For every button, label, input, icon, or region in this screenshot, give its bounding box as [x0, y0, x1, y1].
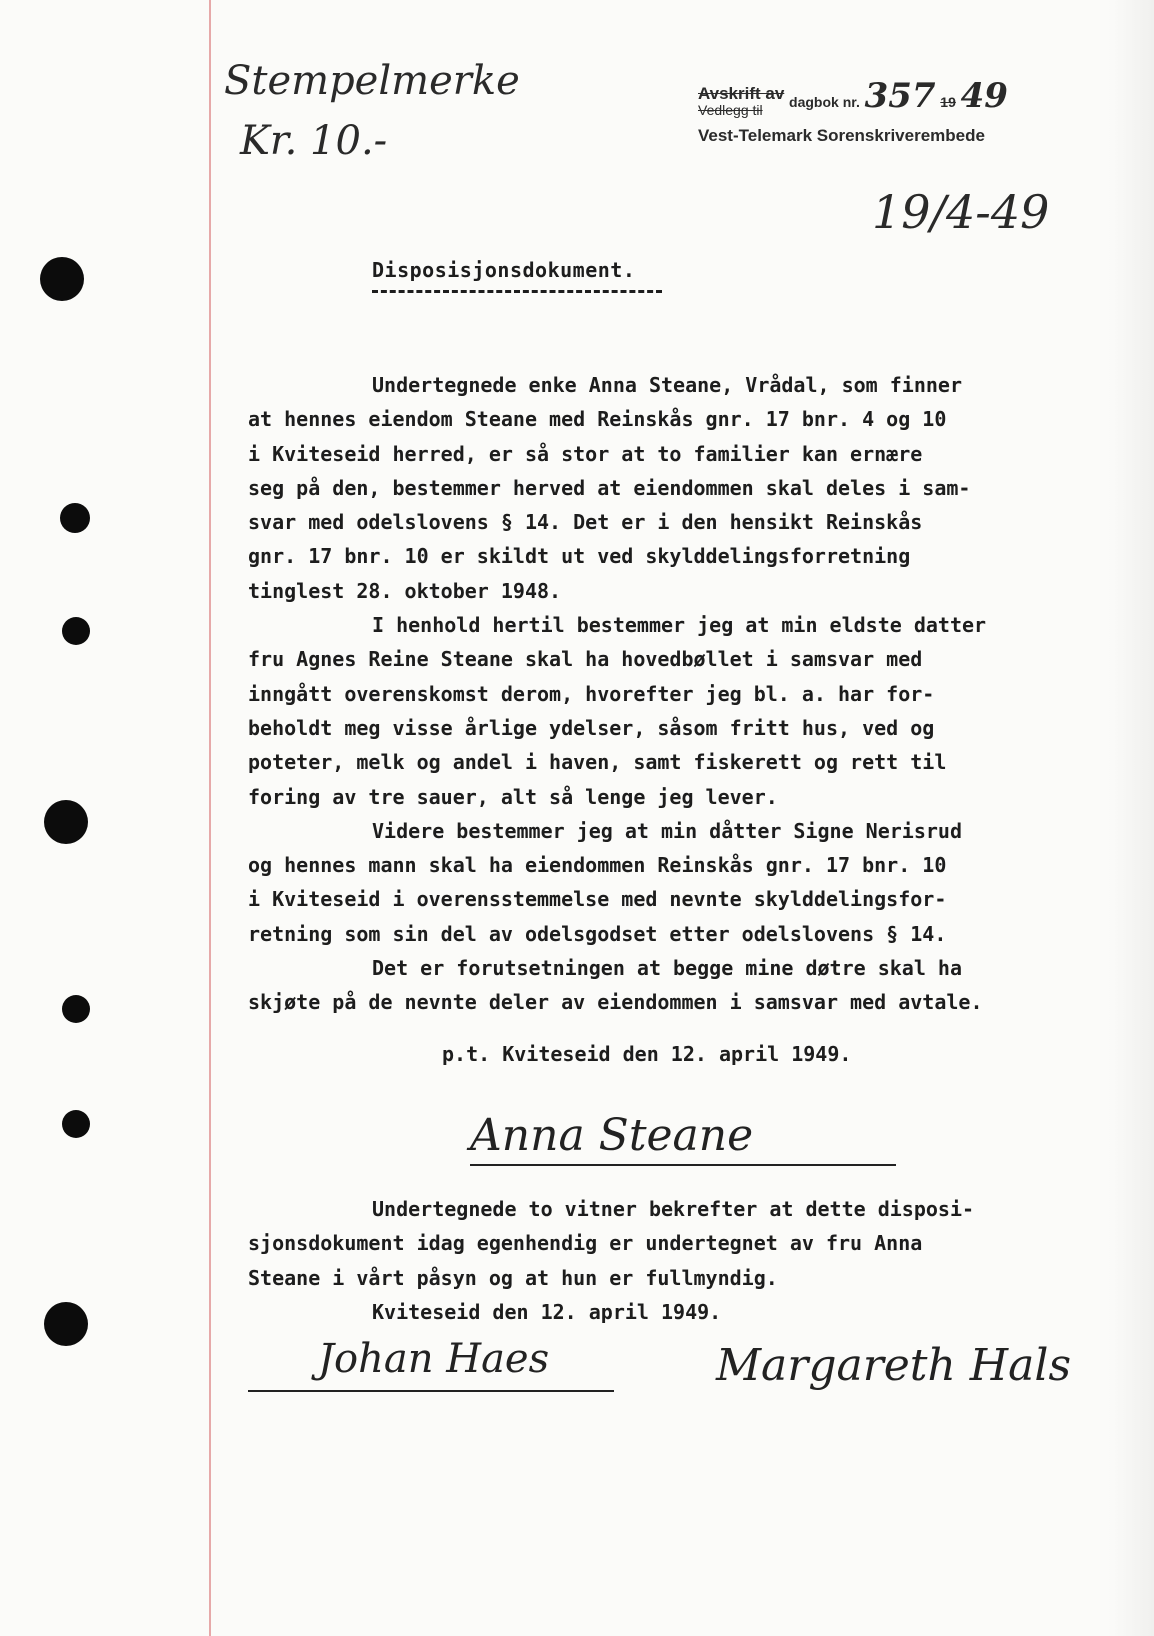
- punch-hole: [44, 1302, 88, 1346]
- signature-witness2: Margareth Hals: [716, 1340, 1072, 1391]
- signature-owner-underline: [470, 1164, 896, 1166]
- handwritten-date: 19/4-49: [872, 185, 1050, 239]
- witness1-signature-line: [248, 1390, 614, 1392]
- handwritten-note-amount: Kr. 10.-: [240, 118, 388, 164]
- body-line: beholdt meg visse årlige ydelser, såsom fritt hus, ved og: [248, 715, 935, 740]
- witness-line: sjonsdokument idag egenhendig er undertegnet av fru Anna: [248, 1231, 923, 1256]
- place-date: p.t. Kviteseid den 12. april 1949.: [442, 1042, 852, 1066]
- body-line: inngått overenskomst derom, hvorefter jeg bl. a. har for-: [248, 681, 935, 706]
- punch-hole: [60, 503, 90, 533]
- document-body: [248, 368, 1098, 1020]
- punch-hole: [62, 995, 90, 1023]
- document-title: Disposisjonsdokument.: [372, 258, 636, 282]
- signature-owner: Anna Steane: [470, 1110, 754, 1161]
- body-line: poteter, melk og andel i haven, samt fiskerett og rett til: [248, 750, 947, 775]
- stamp-struck-avskrift: Avskrift av: [698, 84, 785, 103]
- margin-rule: [209, 0, 211, 1636]
- body-line: retning som sin del av odelsgodset etter odelslovens § 14.: [248, 921, 947, 946]
- witness-line: Steane i vårt påsyn og at hun er fullmyndig.: [248, 1265, 778, 1290]
- body-line: Videre bestemmer jeg at min dåtter Signe Nerisrud: [372, 818, 963, 843]
- stamp-year: 49: [960, 76, 1008, 116]
- body-line: skjøte på de nevnte deler av eiendommen i samsvar med avtale.: [248, 990, 983, 1015]
- stamp-struck-vedlegg: Vedlegg til: [698, 102, 763, 118]
- witness-text: [248, 1192, 1098, 1329]
- stamp-dagbok-number: 357: [864, 76, 936, 116]
- body-line: og hennes mann skal ha eiendommen Reinskås gnr. 17 bnr. 10: [248, 853, 947, 878]
- body-line: i Kviteseid i overensstemmelse med nevnte skylddelingsfor-: [248, 887, 947, 912]
- page-edge-shadow: [1108, 0, 1154, 1636]
- signature-witness1: Johan Haes: [318, 1336, 550, 1382]
- stamp-office: Vest-Telemark Sorenskriverembede: [698, 126, 985, 145]
- body-line: foring av tre sauer, alt så lenge jeg lever.: [248, 784, 778, 809]
- body-line: I henhold hertil bestemmer jeg at min eldste datter: [372, 613, 987, 638]
- registry-stamp: [698, 76, 1008, 148]
- body-line: fru Agnes Reine Steane skal ha hovedbøllet i samsvar med: [248, 647, 923, 672]
- body-line: Det er forutsetningen at begge mine døtre skal ha: [372, 956, 963, 981]
- punch-hole: [44, 800, 88, 844]
- punch-hole: [62, 617, 90, 645]
- punch-hole: [40, 257, 84, 301]
- stamp-dagbok-label: dagbok nr.: [789, 94, 860, 110]
- stamp-year-prefix: 19: [940, 94, 956, 110]
- body-line: Undertegnede enke Anna Steane, Vrådal, som finner: [372, 373, 963, 397]
- title-underline: [372, 290, 662, 293]
- handwritten-note-stempelmerke: Stempelmerke: [224, 58, 520, 104]
- witness-line: Kviteseid den 12. april 1949.: [372, 1299, 722, 1324]
- punch-hole: [62, 1110, 90, 1138]
- body-line: i Kviteseid herred, er så stor at to familier kan ernære: [248, 441, 923, 466]
- body-line: at hennes eiendom Steane med Reinskås gnr. 17 bnr. 4 og 10: [248, 407, 947, 432]
- body-line: tinglest 28. oktober 1948.: [248, 578, 562, 603]
- body-line: gnr. 17 bnr. 10 er skildt ut ved skylddelingsforretning: [248, 544, 911, 569]
- body-line: seg på den, bestemmer herved at eiendommen skal deles i sam-: [248, 475, 971, 500]
- witness-line: Undertegnede to vitner bekrefter at dette disposi-: [372, 1197, 975, 1221]
- body-line: svar med odelslovens § 14. Det er i den hensikt Reinskås: [248, 510, 923, 535]
